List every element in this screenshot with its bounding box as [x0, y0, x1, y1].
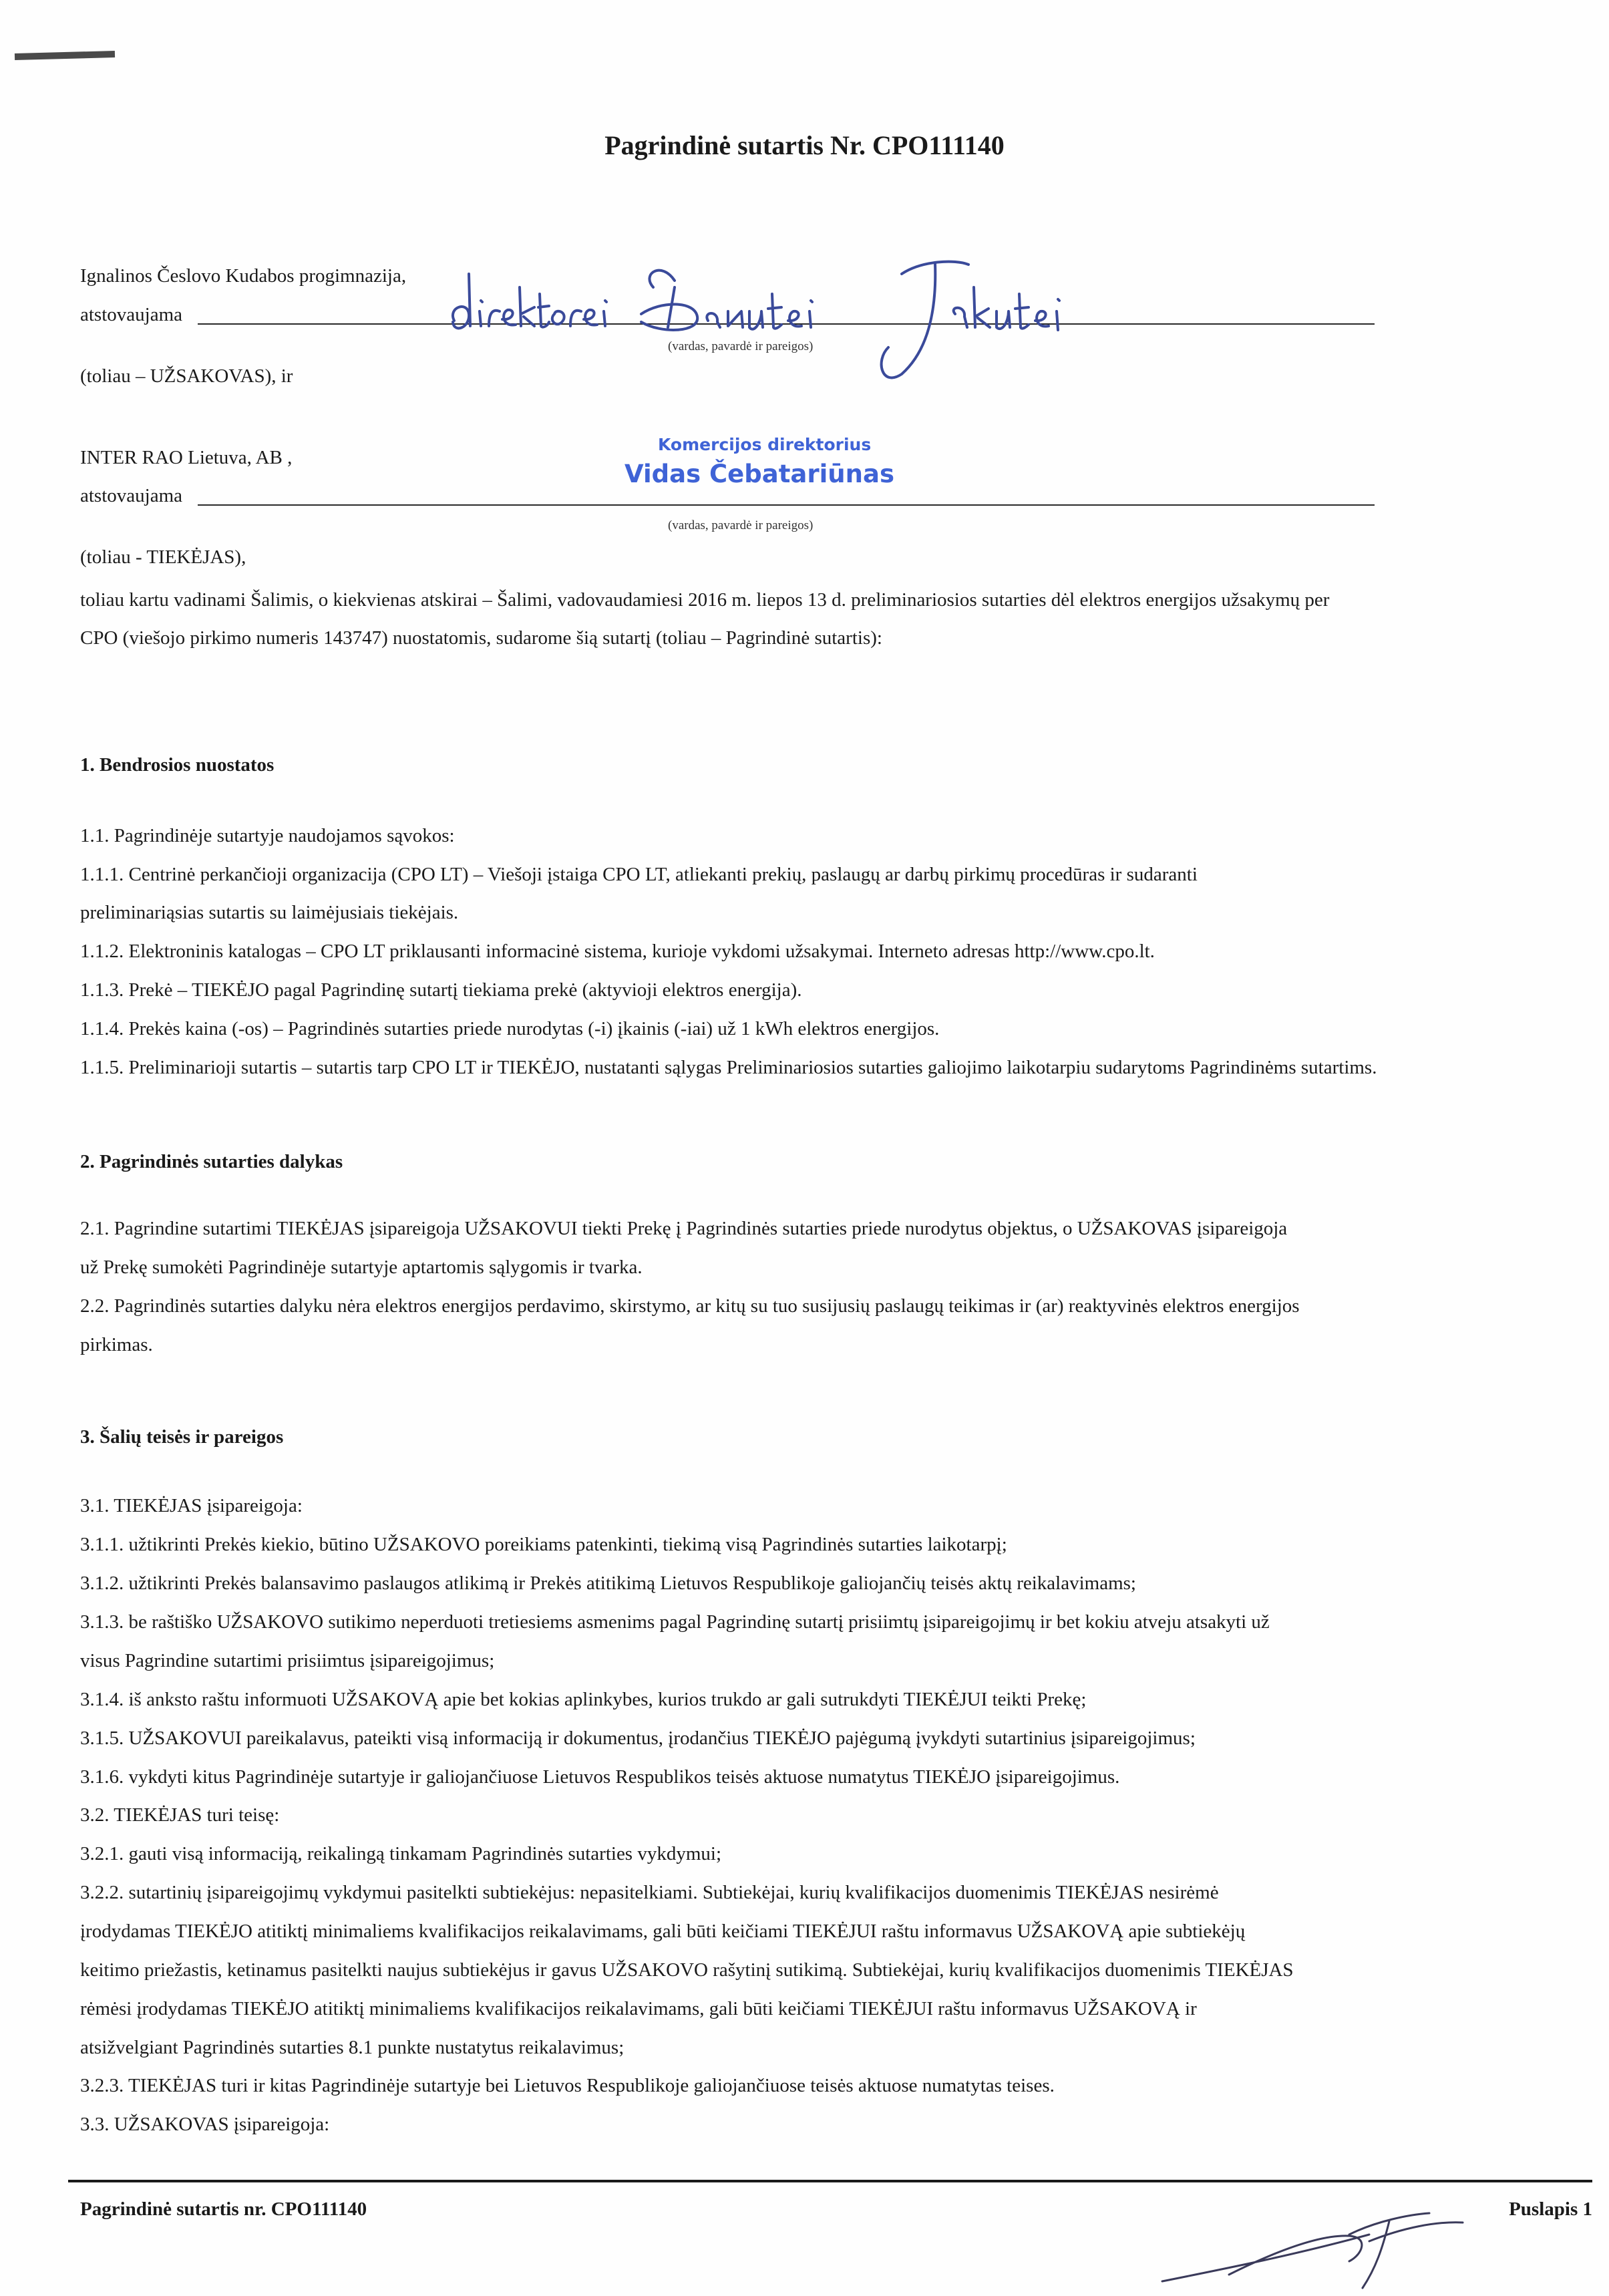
- section-2-line: pirkimas.: [80, 1334, 153, 1355]
- section-1-line: 1.1.2. Elektroninis katalogas – CPO LT priklausanti informacinė sistema, kurioje vykdomi užsakymai. Interneto adresas http://www.cpo.lt.: [80, 941, 1155, 962]
- footer-page-number: Puslapis 1: [1509, 2198, 1592, 2220]
- party1-fields-hint: (vardas, pavardė ir pareigos): [668, 339, 814, 353]
- party2-represented-label: atstovaujama: [80, 485, 183, 506]
- intro-line: toliau kartu vadinami Šalimis, o kiekvienas atskirai – Šalimi, vadovaudamiesi 2016 m. liepos 13 d. preliminariosios sutarties dėl elektros energijos užsakymų per: [80, 589, 1330, 611]
- handwritten-representative: [441, 247, 1109, 394]
- section-1-line: 1.1. Pagrindinėje sutartyje naudojamos sąvokos:: [80, 825, 455, 846]
- section-3-line: atsižvelgiant Pagrindinės sutarties 8.1 punkte nustatytus reikalavimus;: [80, 2037, 624, 2058]
- footer-document-number: Pagrindinė sutartis nr. CPO111140: [80, 2198, 367, 2220]
- party2-fields-hint: (vardas, pavardė ir pareigos): [668, 518, 814, 532]
- section-3-line: rėmėsi įrodydamas TIEKĖJO atitiktį minimaliems kvalifikacijos reikalavimams, gali būti keičiami TIEKĖJUI raštu informavus UŽSAKOVĄ ir: [80, 1998, 1197, 2019]
- section-1-line: preliminariąsias sutartis su laimėjusiais tiekėjais.: [80, 902, 459, 923]
- section-2-line: 2.2. Pagrindinės sutarties dalyku nėra elektros energijos perdavimo, skirstymo, ar kitų su tuo susijusių paslaugų teikimas ir (ar) reaktyvinės elektros energijos: [80, 1295, 1300, 1317]
- section-1-line: 1.1.4. Prekės kaina (-os) – Pagrindinės sutarties priede nurodytas (-i) įkainis (-iai) už 1 kWh elektros energijos.: [80, 1018, 940, 1039]
- page-title: Pagrindinė sutartis Nr. CPO111140: [604, 130, 1005, 160]
- section-3-line: 3.1.3. be raštiško UŽSAKOVO sutikimo neperduoti tretiesiems asmenims pagal Pagrindinę sutartį prisiimtų įsipareigojimų ir bet kokiu atveju atsakyti už: [80, 1611, 1270, 1633]
- section-1-line: 1.1.3. Prekė – TIEKĖJO pagal Pagrindinę sutartį tiekiama prekė (aktyvioji elektros energija).: [80, 979, 802, 1001]
- section-3-line: 3.1. TIEKĖJAS įsipareigoja:: [80, 1495, 303, 1516]
- party1-represented-label: atstovaujama: [80, 304, 183, 325]
- section-3-line: 3.1.4. iš anksto raštu informuoti UŽSAKOVĄ apie bet kokias aplinkybes, kurios trukdo ar gali sutrukdyti TIEKĖJUI teikti Prekę;: [80, 1689, 1087, 1710]
- section-3-line: 3.3. UŽSAKOVAS įsipareigoja:: [80, 2114, 330, 2135]
- section-1-line: 1.1.1. Centrinė perkančioji organizacija (CPO LT) – Viešoji įstaiga CPO LT, atliekanti prekių, paslaugų ar darbų pirkimų procedūras ir sudaranti: [80, 864, 1198, 885]
- section-3-line: 3.1.1. užtikrinti Prekės kiekio, būtino UŽSAKOVO poreikiams patenkinti, tiekimą visą Pagrindinės sutarties laikotarpį;: [80, 1534, 1007, 1555]
- section-3-line: visus Pagrindine sutartimi prisiimtus įsipareigojimus;: [80, 1650, 495, 1671]
- party2-name: INTER RAO Lietuva, AB ,: [80, 447, 293, 468]
- section-3-line: 3.2.3. TIEKĖJAS turi ir kitas Pagrindinėje sutartyje bei Lietuvos Respublikoje galiojančiuose teisės aktuose numatytas teises.: [80, 2075, 1055, 2096]
- party2-stamp-name: Vidas Čebatariūnas: [624, 460, 894, 488]
- section-3-line: 3.1.2. užtikrinti Prekės balansavimo paslaugos atlikimą ir Prekės atitikimą Lietuvos Respublikoje galiojančių teisės aktų reikalavimams;: [80, 1573, 1136, 1594]
- section-3-line: įrodydamas TIEKĖJO atitiktį minimaliems kvalifikacijos reikalavimams, gali būti keičiami TIEKĖJUI raštu informavus UŽSAKOVĄ apie subtiekėjų: [80, 1921, 1246, 1942]
- footer-rule: [68, 2180, 1592, 2182]
- section-1-line: 1.1.5. Preliminarioji sutartis – sutartis tarp CPO LT ir TIEKĖJO, nustatanti sąlygas Preliminariosios sutarties galiojimo laikotarpiu sudarytoms Pagrindinėms sutartims.: [80, 1057, 1377, 1078]
- section-3-heading: 3. Šalių teisės ir pareigos: [80, 1426, 284, 1448]
- party2-signature-line: [198, 504, 1375, 506]
- section-3-line: 3.1.6. vykdyti kitus Pagrindinėje sutartyje ir galiojančiuose Lietuvos Respublikos teisės aktuose numatytus TIEKĖJO įsipareigojimus.: [80, 1766, 1120, 1788]
- intro-line: CPO (viešojo pirkimo numeris 143747) nuostatomis, sudarome šią sutartį (toliau – Pagrindinė sutartis):: [80, 627, 882, 649]
- party1-name: Ignalinos Česlovo Kudabos progimnazija,: [80, 265, 407, 287]
- section-3-line: 3.2. TIEKĖJAS turi teisę:: [80, 1804, 280, 1826]
- section-3-line: 3.2.1. gauti visą informaciją, reikalingą tinkamam Pagrindinės sutarties vykdymui;: [80, 1843, 722, 1864]
- section-3-line: 3.2.2. sutartinių įsipareigojimų vykdymui pasitelkti subtiekėjus: nepasitelkiami. Subtiekėjai, kurių kvalifikacijos duomenimis TIEKĖJAS nesirėmė: [80, 1882, 1219, 1903]
- section-3-line: keitimo priežastis, ketinamus pasitelkti naujus subtiekėjus ir gavus UŽSAKOVO rašytinį sutikimą. Subtiekėjai, kurių kvalifikacijos duomenimis TIEKĖJAS: [80, 1959, 1294, 1981]
- section-1-heading: 1. Bendrosios nuostatos: [80, 754, 275, 776]
- section-3-line: 3.1.5. UŽSAKOVUI pareikalavus, pateikti visą informaciją ir dokumentus, įrodančius TIEKĖJO pajėgumą įvykdyti sutartinius įsipareigojimus;: [80, 1728, 1196, 1749]
- section-2-heading: 2. Pagrindinės sutarties dalykas: [80, 1151, 343, 1172]
- party2-alias: (toliau - TIEKĖJAS),: [80, 546, 246, 568]
- initials-signature: [1149, 2194, 1483, 2295]
- party1-alias: (toliau – UŽSAKOVAS), ir: [80, 365, 293, 387]
- section-2-line: 2.1. Pagrindine sutartimi TIEKĖJAS įsipareigoja UŽSAKOVUI tiekti Prekę į Pagrindinės sutarties priede nurodytus objektus, o UŽSAKOVAS įsipareigoja: [80, 1218, 1288, 1239]
- scan-mark: [15, 51, 115, 60]
- section-2-line: už Prekę sumokėti Pagrindinėje sutartyje aptartomis sąlygomis ir tvarka.: [80, 1257, 643, 1278]
- party2-stamp-title: Komercijos direktorius: [658, 435, 872, 454]
